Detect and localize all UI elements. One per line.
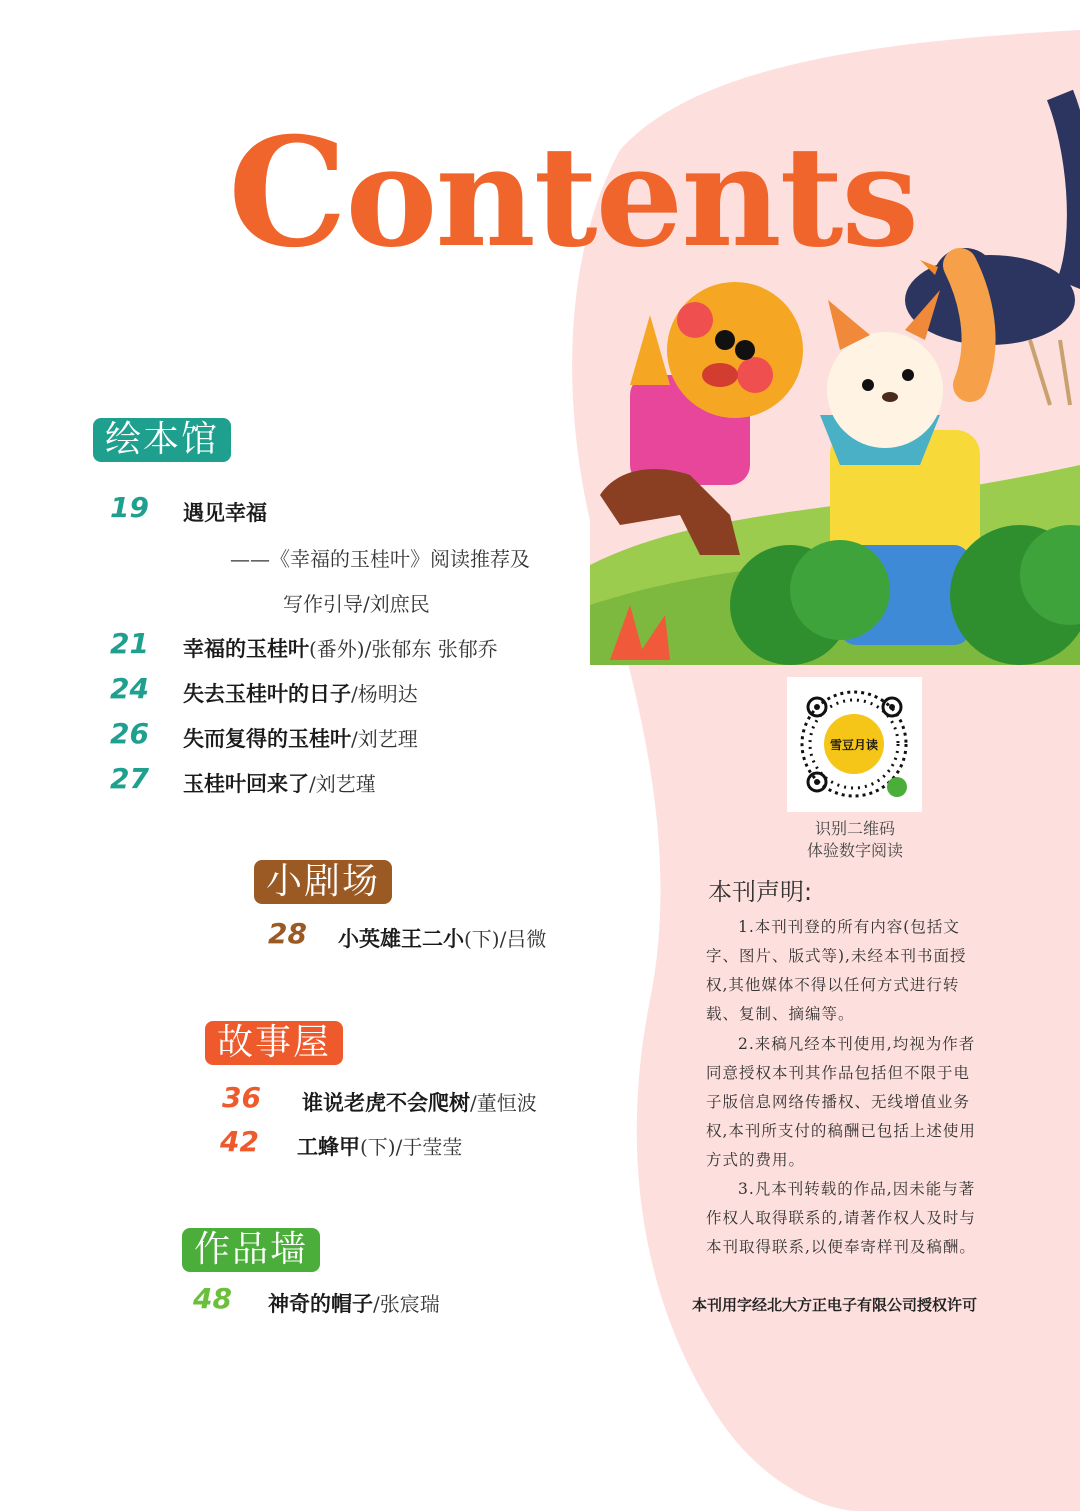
entry-title: 遇见幸福 (183, 501, 267, 525)
toc-entry[interactable] (110, 672, 418, 708)
entry-subtitle: 写作引导/刘庶民 (283, 592, 430, 616)
page-number: 26 (110, 717, 149, 750)
section-badge-gushiwu: 故事屋 (205, 1021, 343, 1065)
page-number: 48 (193, 1282, 232, 1315)
entry-title: 小英雄王二小 (338, 927, 464, 951)
notice-paragraph: 3.凡本刊转载的作品,因未能与著作权人取得联系的,请著作权人及时与本刊取得联系,以便奉寄样刊及稿酬。 (706, 1180, 976, 1256)
toc-entry[interactable] (220, 1125, 463, 1161)
entry-author: /刘艺瑾 (309, 772, 376, 796)
entry-title: 神奇的帽子 (268, 1292, 373, 1316)
toc-entry[interactable] (110, 491, 267, 527)
page-number: 28 (268, 917, 307, 950)
page-number: 36 (222, 1081, 261, 1114)
entry-subtitle: ——《幸福的玉桂叶》阅读推荐及 (230, 547, 530, 571)
entry-author: (下)/于莹莹 (360, 1135, 463, 1159)
qr-code[interactable] (787, 677, 922, 812)
notice-paragraph: 2.来稿凡经本刊使用,均视为作者同意授权本刊其作品包括但不限于电子版信息网络传播权、无线增值业务权,本刊所支付的稿酬已包括上述使用方式的费用。 (706, 1035, 976, 1169)
toc-entry[interactable] (110, 717, 418, 753)
entry-author: (下)/吕微 (464, 927, 547, 951)
page-number: 27 (110, 762, 149, 795)
qr-caption: 识别二维码 体验数字阅读 (806, 819, 903, 860)
section-badge-huibenguan: 绘本馆 (93, 418, 231, 462)
entry-author: /张宸瑞 (373, 1292, 440, 1316)
cover-illustration (590, 85, 1080, 665)
entry-author: (番外)/张郁东 张郁乔 (309, 637, 498, 661)
contents-title: Contents (228, 105, 918, 281)
entry-author: /刘艺理 (351, 727, 418, 751)
entry-author: /杨明达 (351, 682, 418, 706)
section-badge-xiaojuchang: 小剧场 (254, 860, 392, 904)
entry-title: 工蜂甲 (297, 1135, 360, 1159)
notice-title: 本刊声明: (708, 878, 813, 906)
entry-title: 玉桂叶回来了 (183, 772, 309, 796)
page-number: 21 (110, 627, 149, 660)
notice-paragraph: 1.本刊刊登的所有内容(包括文字、图片、版式等),未经本刊书面授权,其他媒体不得以任何方式进行转载、复制、摘编等。 (706, 918, 967, 1023)
entry-author: /董恒波 (470, 1091, 537, 1115)
page-number: 42 (220, 1125, 259, 1158)
entry-title: 幸福的玉桂叶 (183, 637, 309, 661)
section-badge-zuopinqiang: 作品墙 (182, 1228, 320, 1272)
entry-title: 失去玉桂叶的日子 (183, 682, 351, 706)
toc-entry[interactable] (222, 1081, 537, 1117)
toc-entry[interactable] (110, 627, 498, 663)
entry-title: 失而复得的玉桂叶 (183, 727, 351, 751)
toc-entry[interactable] (268, 917, 547, 953)
license-statement: 本刊用字经北大方正电子有限公司授权许可 (692, 1296, 978, 1314)
page-number: 24 (110, 672, 149, 705)
entry-title: 谁说老虎不会爬树 (302, 1091, 470, 1115)
qr-logo-text: 雪豆月读 (829, 738, 879, 752)
toc-entry[interactable] (193, 1282, 440, 1318)
page-number: 19 (110, 491, 149, 524)
toc-entry[interactable] (110, 762, 376, 798)
